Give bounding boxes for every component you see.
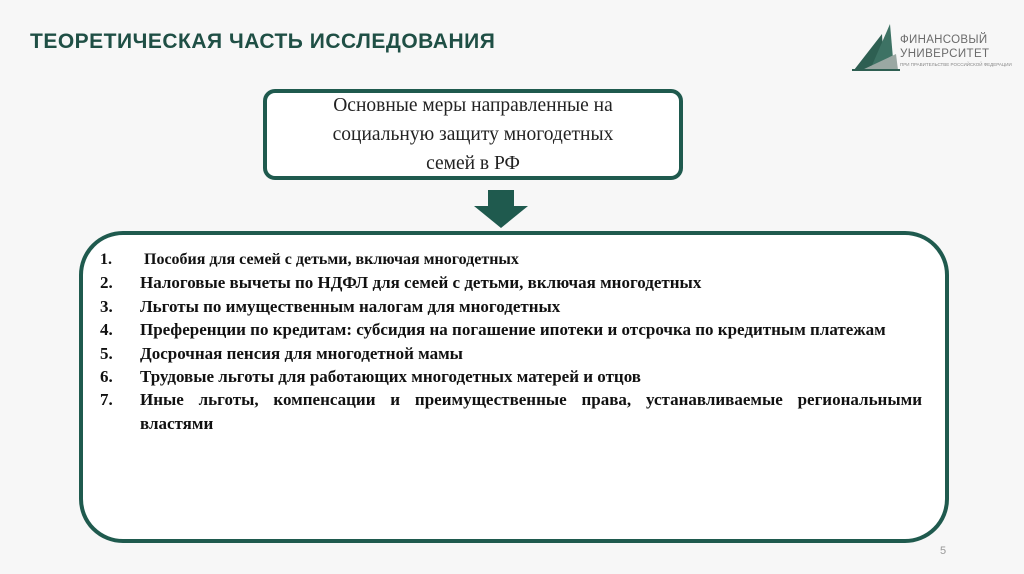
list-item-text: Преференции по кредитам: субсидия на погашение ипотеки и отсрочка по кредитным платежам xyxy=(140,320,886,340)
list-item xyxy=(100,248,922,271)
list-item-number: 1. xyxy=(100,251,112,268)
list-item xyxy=(100,388,922,435)
heading-line-1: Основные меры направленные на xyxy=(333,95,613,116)
list-item-number: 7. xyxy=(100,390,113,410)
logo-line-3: ПРИ ПРАВИТЕЛЬСТВЕ РОССИЙСКОЙ ФЕДЕРАЦИИ xyxy=(900,62,1012,67)
measures-heading-box xyxy=(263,89,683,180)
list-item xyxy=(100,342,922,365)
list-item-number: 3. xyxy=(100,296,113,316)
list-item xyxy=(100,318,922,341)
list-item xyxy=(100,271,922,294)
university-logo xyxy=(852,24,1022,74)
list-item-number: 5. xyxy=(100,343,113,363)
logo-emblem-icon xyxy=(852,24,900,72)
list-item-text: Досрочная пенсия для многодетной мамы xyxy=(140,343,463,363)
list-item-text: Иные льготы, компенсации и преимущественные права, устанавливаемые региональными властями xyxy=(140,390,922,433)
heading-line-3: семей в РФ xyxy=(426,153,520,174)
list-item-text: Льготы по имущественным налогам для многодетных xyxy=(140,296,561,316)
list-item xyxy=(100,365,922,388)
list-item-number: 4. xyxy=(100,320,113,340)
page-number: 5 xyxy=(940,545,947,557)
list-item xyxy=(100,295,922,318)
list-item-text: Пособия для семей с детьми, включая многодетных xyxy=(144,251,519,268)
list-item-text: Трудовые льготы для работающих многодетных матерей и отцов xyxy=(140,367,641,387)
down-arrow-icon xyxy=(474,190,528,232)
logo-line-2: УНИВЕРСИТЕТ xyxy=(900,48,990,60)
slide-title: ТЕОРЕТИЧЕСКАЯ ЧАСТЬ ИССЛЕДОВАНИЯ xyxy=(30,30,496,53)
list-item-number: 2. xyxy=(100,273,113,293)
measures-list xyxy=(100,248,922,435)
logo-line-1: ФИНАНСОВЫЙ xyxy=(900,34,988,46)
list-item-text: Налоговые вычеты по НДФЛ для семей с детьми, включая многодетных xyxy=(140,273,702,293)
list-item-number: 6. xyxy=(100,367,113,387)
heading-line-2: социальную защиту многодетных xyxy=(332,124,614,145)
